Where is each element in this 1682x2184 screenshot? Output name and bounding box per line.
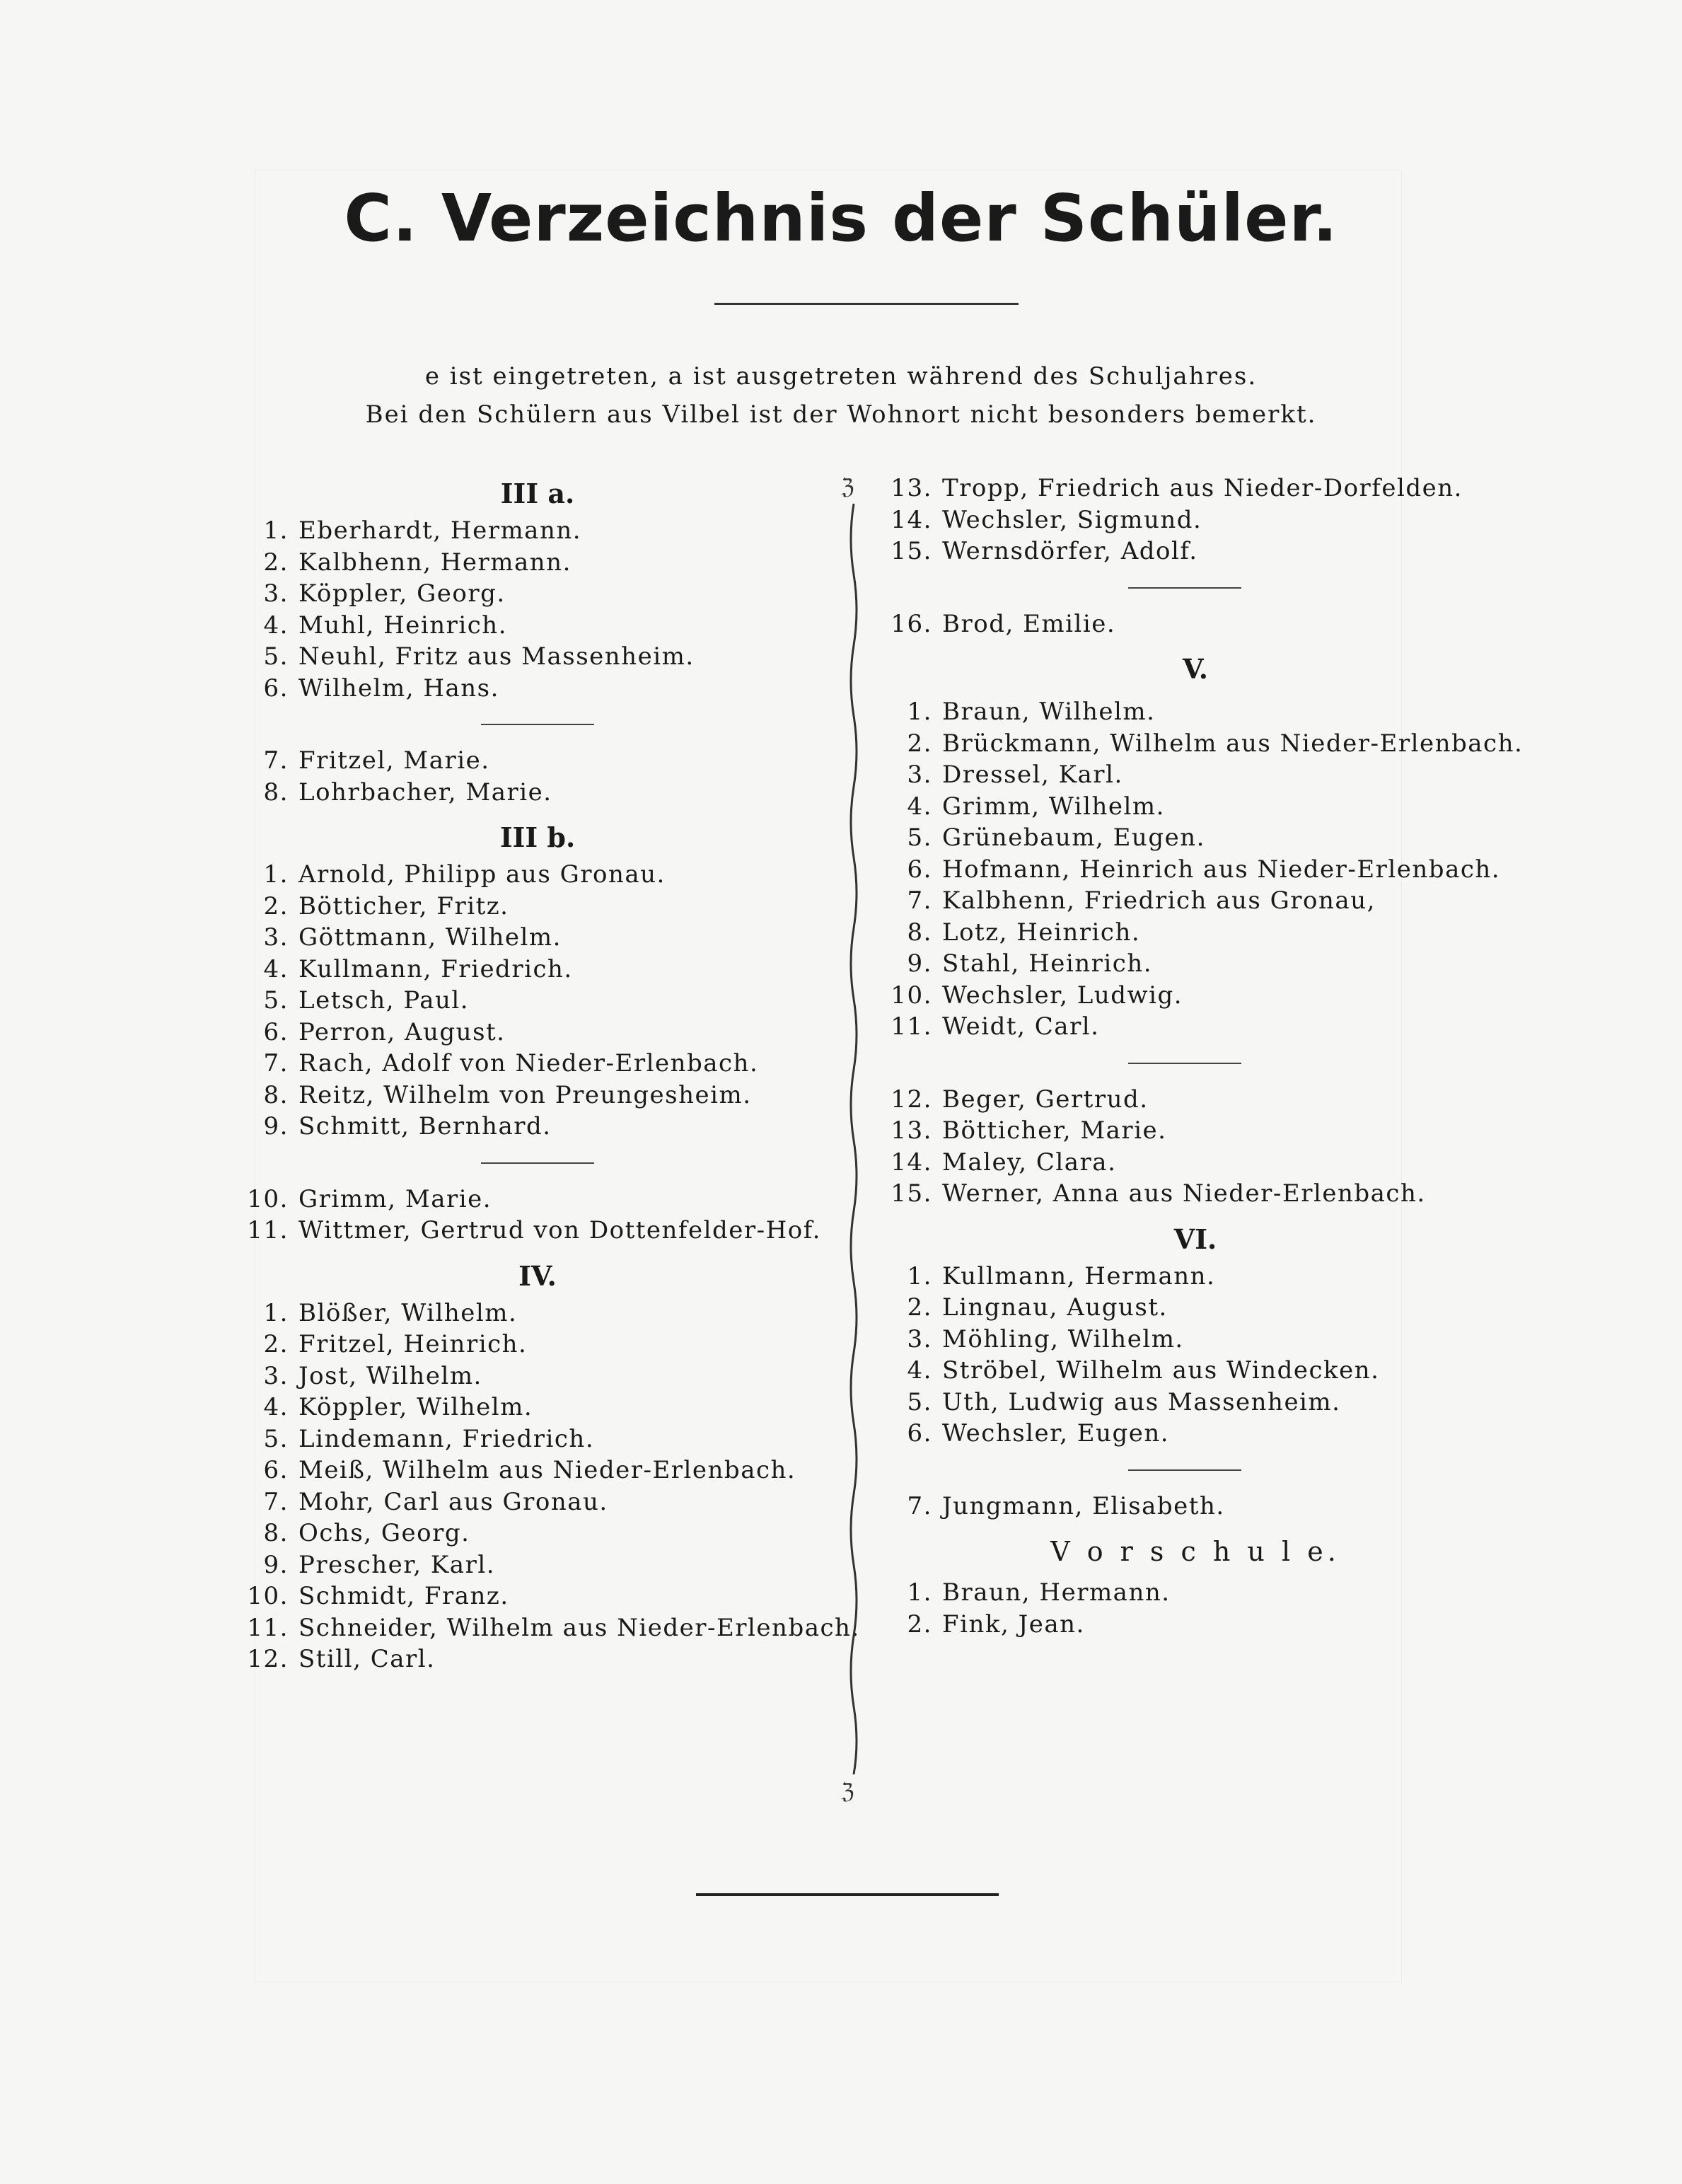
student-entry	[233, 1518, 842, 1549]
svg-text:ℨ: ℨ	[841, 1779, 854, 1803]
student-name: Lotz, Heinrich.	[942, 918, 1141, 947]
separator-rule	[877, 1450, 1514, 1491]
class-list-V	[877, 696, 1524, 1043]
student-name: Rach, Adolf von Nieder-Erlenbach.	[298, 1049, 759, 1077]
student-name: Grimm, Wilhelm.	[942, 792, 1165, 821]
student-entry	[233, 922, 842, 954]
entry-number: 3.	[263, 923, 289, 952]
student-name: Jost, Wilhelm.	[298, 1361, 482, 1390]
student-entry	[233, 1111, 842, 1143]
student-entry	[233, 985, 842, 1017]
student-name: Kalbhenn, Hermann.	[298, 548, 572, 577]
student-name: Werner, Anna aus Nieder-Erlenbach.	[942, 1179, 1426, 1208]
student-name: Hofmann, Heinrich aus Nieder-Erlenbach.	[942, 855, 1501, 884]
student-name: Letsch, Paul.	[298, 986, 470, 1015]
student-entry	[877, 1178, 1514, 1210]
entry-number: 15.	[891, 537, 932, 565]
entry-number: 1.	[907, 698, 932, 726]
student-name: Uth, Ludwig aus Massenheim.	[942, 1387, 1341, 1416]
student-name: Reitz, Wilhelm von Preungesheim.	[298, 1080, 752, 1109]
student-entry	[233, 1455, 842, 1486]
entry-number: 4.	[263, 611, 289, 640]
student-entry	[877, 948, 1514, 980]
student-name: Ochs, Georg.	[298, 1519, 470, 1547]
separator-rule	[233, 704, 842, 745]
student-entry	[233, 1329, 842, 1360]
student-entry	[877, 728, 1524, 760]
student-entry	[877, 854, 1514, 886]
student-entry	[877, 1011, 1514, 1043]
entry-number: 8.	[263, 1080, 289, 1109]
student-entry	[233, 745, 842, 777]
entry-number: 14.	[891, 505, 932, 534]
student-entry	[233, 547, 842, 579]
student-name: Wernsdörfer, Adolf.	[942, 537, 1198, 565]
entry-number: 11.	[247, 1613, 289, 1642]
student-entry	[877, 1577, 1514, 1609]
student-entry	[233, 1298, 842, 1329]
student-name: Brückmann, Wilhelm aus Nieder-Erlenbach.	[942, 729, 1524, 758]
student-name: Wittmer, Gertrud von Dottenfelder-Hof.	[298, 1216, 821, 1244]
class-list-V-girls	[877, 1084, 1514, 1210]
entry-number: 8.	[263, 1519, 289, 1547]
class-list-VI-girls	[877, 1491, 1514, 1523]
entry-number: 6.	[263, 674, 289, 703]
svg-text:ℨ: ℨ	[841, 475, 854, 499]
entry-number: 2.	[907, 1293, 932, 1322]
entry-number: 14.	[891, 1148, 932, 1177]
student-name: Köppler, Wilhelm.	[298, 1393, 533, 1421]
class-heading-VI: VI.	[1173, 1223, 1217, 1255]
student-entry	[877, 759, 1514, 791]
entry-number: 2.	[263, 548, 289, 577]
entry-number: 10.	[247, 1184, 289, 1213]
student-name: Grimm, Marie.	[298, 1184, 492, 1213]
student-name: Ströbel, Wilhelm aus Windecken.	[942, 1356, 1380, 1385]
student-name: Kullmann, Hermann.	[942, 1261, 1216, 1290]
entry-number: 9.	[263, 1550, 289, 1579]
student-entry	[233, 1360, 842, 1392]
entry-number: 5.	[263, 986, 289, 1015]
class-list-IIIa	[233, 515, 842, 704]
class-heading-IIIa: III a.	[500, 478, 575, 509]
student-entry	[233, 1643, 842, 1675]
student-entry	[233, 515, 842, 547]
student-entry	[877, 980, 1514, 1012]
entry-number: 1.	[907, 1578, 932, 1607]
student-entry	[233, 1184, 842, 1215]
entry-number: 13.	[891, 1116, 932, 1145]
student-name: Tropp, Friedrich aus Nieder-Dorfelden.	[942, 474, 1463, 502]
left-column	[233, 473, 860, 1675]
student-entry	[877, 1355, 1514, 1387]
student-name: Prescher, Karl.	[298, 1550, 495, 1579]
student-entry	[877, 1147, 1514, 1179]
student-entry	[233, 641, 842, 673]
student-entry	[877, 1418, 1514, 1450]
entry-number: 4.	[263, 954, 289, 983]
student-name: Schmitt, Bernhard.	[298, 1112, 552, 1140]
student-entry	[877, 1261, 1514, 1293]
entry-number: 9.	[907, 949, 932, 978]
page-title: C. Verzeichnis der Schüler.	[344, 180, 1338, 256]
title-rule	[714, 303, 1019, 305]
student-entry	[877, 885, 1514, 917]
student-entry	[877, 1609, 1514, 1641]
entry-number: 7.	[263, 746, 289, 775]
entry-number: 12.	[891, 1085, 932, 1114]
entry-number: 5.	[907, 824, 932, 852]
entry-number: 6.	[263, 1017, 289, 1046]
entry-number: 8.	[263, 778, 289, 807]
class-list-IV-continued	[877, 473, 1514, 567]
student-name: Blößer, Wilhelm.	[298, 1298, 518, 1327]
student-name: Schneider, Wilhelm aus Nieder-Erlenbach.	[298, 1613, 860, 1642]
student-name: Muhl, Heinrich.	[298, 611, 508, 640]
student-entry	[877, 504, 1514, 536]
footer-rule	[696, 1893, 999, 1896]
student-entry	[877, 696, 1514, 728]
entry-number: 6.	[907, 1419, 932, 1448]
entry-number: 5.	[907, 1387, 932, 1416]
separator-rule	[877, 1043, 1514, 1084]
student-name: Brod, Emilie.	[942, 609, 1116, 638]
column-divider	[838, 475, 869, 1803]
entry-number: 11.	[247, 1216, 289, 1244]
entry-number: 2.	[907, 1610, 932, 1639]
class-heading-V: V.	[1182, 653, 1209, 685]
right-column	[877, 473, 1524, 1640]
entry-number: 6.	[263, 1456, 289, 1484]
class-heading-IV: IV.	[518, 1259, 557, 1292]
student-entry	[877, 917, 1514, 949]
student-entry	[877, 1292, 1514, 1324]
entry-number: 13.	[891, 474, 932, 502]
entry-number: 15.	[891, 1179, 932, 1208]
student-name: Fink, Jean.	[942, 1610, 1085, 1639]
class-list-vorschule	[877, 1577, 1514, 1640]
class-heading-IIIb: III b.	[499, 821, 576, 853]
student-entry	[877, 1084, 1514, 1116]
student-entry	[233, 1612, 860, 1644]
student-entry	[877, 473, 1514, 504]
entry-number: 12.	[247, 1645, 289, 1673]
student-name: Meiß, Wilhelm aus Nieder-Erlenbach.	[298, 1456, 796, 1484]
student-name: Wechsler, Ludwig.	[942, 981, 1183, 1010]
entry-number: 5.	[263, 1424, 289, 1453]
entry-number: 7.	[907, 886, 932, 915]
student-name: Weidt, Carl.	[942, 1012, 1100, 1041]
student-entry	[233, 1486, 842, 1518]
student-entry	[877, 1324, 1514, 1356]
student-name: Kullmann, Friedrich.	[298, 954, 573, 983]
student-name: Wechsler, Sigmund.	[942, 505, 1202, 534]
student-name: Braun, Wilhelm.	[942, 698, 1156, 726]
student-name: Grünebaum, Eugen.	[942, 824, 1205, 852]
legend-note: e ist eingetreten, a ist ausgetreten während des Schuljahres.	[424, 362, 1258, 391]
student-name: Braun, Hermann.	[942, 1578, 1171, 1607]
entry-number: 16.	[891, 609, 932, 638]
entry-number: 7.	[263, 1049, 289, 1077]
student-entry	[877, 822, 1514, 854]
student-name: Lindemann, Friedrich.	[298, 1424, 595, 1453]
student-name: Perron, August.	[298, 1017, 506, 1046]
entry-number: 6.	[907, 855, 932, 884]
student-name: Beger, Gertrud.	[942, 1085, 1149, 1114]
student-name: Eberhardt, Hermann.	[298, 516, 582, 545]
student-name: Neuhl, Fritz aus Massenheim.	[298, 642, 695, 671]
student-entry	[233, 954, 842, 986]
entry-number: 1.	[907, 1261, 932, 1290]
entry-number: 2.	[263, 1330, 289, 1358]
student-entry	[233, 1423, 842, 1455]
student-entry	[233, 1392, 842, 1423]
student-entry	[877, 608, 1514, 640]
student-entry	[877, 1387, 1514, 1419]
student-entry	[233, 891, 842, 923]
student-name: Fritzel, Heinrich.	[298, 1330, 528, 1358]
entry-number: 3.	[907, 1324, 932, 1353]
student-entry	[233, 1215, 842, 1247]
student-entry	[233, 578, 842, 610]
student-name: Stahl, Heinrich.	[942, 949, 1153, 978]
entry-number: 3.	[263, 579, 289, 608]
student-entry	[233, 777, 842, 809]
entry-number: 3.	[263, 1361, 289, 1390]
student-entry	[233, 1048, 842, 1080]
student-name: Dressel, Karl.	[942, 761, 1123, 789]
entry-number: 2.	[907, 729, 932, 758]
residence-note: Bei den Schülern aus Vilbel ist der Wohnort nicht besonders bemerkt.	[365, 400, 1317, 429]
entry-number: 9.	[263, 1112, 289, 1140]
student-entry	[877, 536, 1514, 567]
student-name: Mohr, Carl aus Gronau.	[298, 1487, 608, 1516]
student-entry	[233, 610, 842, 642]
class-list-IIIb-girls	[233, 1184, 842, 1247]
student-entry	[233, 673, 842, 705]
entry-number: 10.	[247, 1582, 289, 1610]
student-name: Lohrbacher, Marie.	[298, 778, 552, 807]
class-heading-vorschule: V o r s c h u l e.	[1050, 1536, 1340, 1567]
class-list-IIIb	[233, 859, 842, 1143]
entry-number: 7.	[907, 1491, 932, 1520]
entry-number: 8.	[907, 918, 932, 947]
entry-number: 4.	[907, 792, 932, 821]
entry-number: 1.	[263, 1298, 289, 1327]
class-list-IIIa-girls	[233, 745, 842, 808]
student-entry	[233, 1581, 842, 1612]
separator-rule	[233, 1143, 842, 1184]
entry-number: 5.	[263, 642, 289, 671]
student-entry	[233, 1080, 842, 1111]
student-name: Maley, Clara.	[942, 1148, 1117, 1177]
student-name: Arnold, Philipp aus Gronau.	[298, 860, 666, 889]
entry-number: 1.	[263, 860, 289, 889]
student-name: Still, Carl.	[298, 1645, 436, 1673]
student-name: Möhling, Wilhelm.	[942, 1324, 1184, 1353]
entry-number: 11.	[891, 1012, 932, 1041]
student-name: Wechsler, Eugen.	[942, 1419, 1170, 1448]
class-list-IV-girls	[877, 608, 1514, 640]
entry-number: 1.	[263, 516, 289, 545]
student-entry	[877, 1115, 1514, 1147]
student-name: Wilhelm, Hans.	[298, 674, 499, 703]
student-name: Jungmann, Elisabeth.	[942, 1491, 1225, 1520]
student-entry	[233, 859, 842, 891]
entry-number: 4.	[907, 1356, 932, 1385]
class-list-VI	[877, 1261, 1514, 1450]
student-name: Schmidt, Franz.	[298, 1582, 509, 1610]
student-name: Bötticher, Marie.	[942, 1116, 1167, 1145]
student-entry	[877, 791, 1514, 823]
entry-number: 2.	[263, 891, 289, 920]
student-entry	[233, 1549, 842, 1581]
entry-number: 7.	[263, 1487, 289, 1516]
student-entry	[233, 1017, 842, 1048]
separator-rule	[877, 567, 1514, 608]
student-entry	[877, 1491, 1514, 1523]
student-name: Göttmann, Wilhelm.	[298, 923, 562, 952]
student-name: Bötticher, Fritz.	[298, 891, 509, 920]
entry-number: 10.	[891, 981, 932, 1010]
student-name: Fritzel, Marie.	[298, 746, 490, 775]
student-name: Köppler, Georg.	[298, 579, 506, 608]
student-name: Lingnau, August.	[942, 1293, 1168, 1322]
entry-number: 3.	[907, 761, 932, 789]
student-name: Kalbhenn, Friedrich aus Gronau,	[942, 886, 1376, 915]
entry-number: 4.	[263, 1393, 289, 1421]
class-list-IV	[233, 1298, 860, 1675]
